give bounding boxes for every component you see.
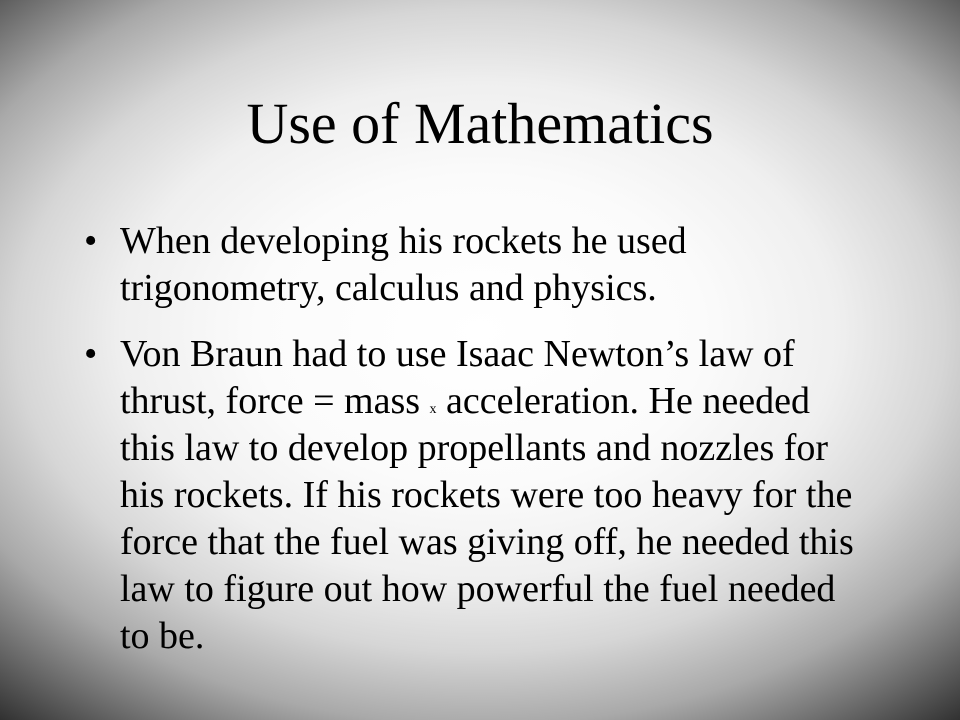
bullet-item-2	[84, 331, 874, 660]
bullet-text-2-part-2: acceleration. He needed this law to develop propellants and nozzles for his rockets. If his rockets were too heavy for the force that the fuel was giving off, he needed this law to figure out how powerful the fuel needed to be.	[120, 380, 854, 657]
bullet-list	[84, 218, 874, 679]
bullet-item-1	[84, 218, 874, 312]
bullet-icon: •	[84, 333, 98, 375]
slide-title: Use of Mathematics	[246, 91, 714, 156]
bullet-text-1: When developing his rockets he used trigonometry, calculus and physics.	[120, 220, 687, 309]
bullet-icon: •	[84, 220, 98, 262]
bullet-text-2-part-1: Von Braun had to use Isaac Newton’s law of thrust, force = mass	[120, 333, 795, 422]
multiplication-x: x	[429, 402, 437, 417]
